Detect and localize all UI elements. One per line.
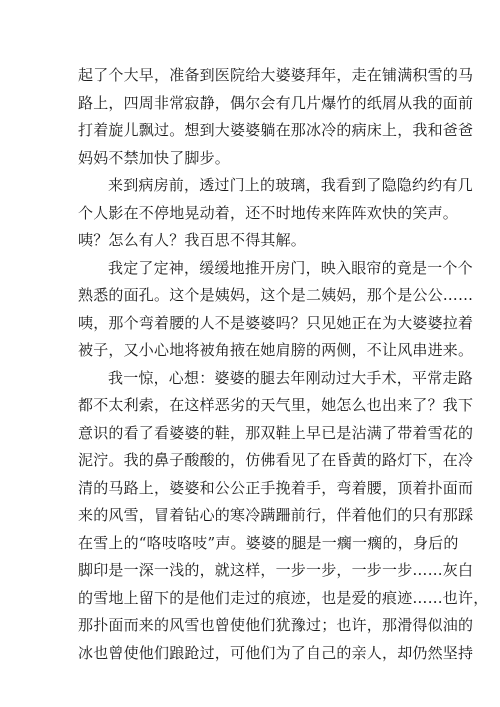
text-line-2: 路上，四周非常寂静，偶尔会有几片爆竹的纸屑从我的面前 [78, 93, 474, 112]
text-line-11: 被子，又小心地将被角掖在她肩膀的两侧，不让风串进来。 [78, 341, 474, 359]
text-line-22: 冰也曾使他们踉跄过，可他们为了自己的亲人，却仍然坚持 [78, 643, 474, 662]
text-line-13: 都不太利索，在这样恶劣的天气里，她怎么也出来了？我下 [78, 396, 474, 414]
text-line-12: 我一惊，心想：婆婆的腿去年刚动过大手术，平常走路 [108, 368, 473, 387]
text-line-15: 泥泞。我的鼻子酸酸的，仿佛看见了在昏黄的路灯下，在冷 [78, 451, 474, 469]
text-line-19: 脚印是一深一浅的，就这样，一步一步，一步一步……灰白 [78, 561, 474, 579]
text-line-14: 意识的看了看婆婆的鞋，那双鞋上早已是沾满了带着雪花的 [78, 423, 474, 442]
text-line-8: 我定了定神，缓缓地推开房门，映入眼帘的竟是一个个 [108, 258, 473, 277]
text-line-7: 咦？怎么有人？我百思不得其解。 [78, 231, 307, 249]
text-line-1: 起了个大早，准备到医院给大婆婆拜年，走在铺满积雪的马 [78, 66, 474, 84]
text-line-20: 的雪地上留下的是他们走过的痕迹，也是爱的痕迹……也许， [78, 588, 489, 607]
essay-text [78, 62, 489, 667]
text-line-3: 打着旋儿飘过。想到大婆婆躺在那冰冷的病床上，我和爸爸 [78, 121, 474, 139]
text-line-16: 清的马路上，婆婆和公公正手挽着手，弯着腰，顶着扑面而 [78, 478, 474, 497]
text-line-5: 来到病房前，透过门上的玻璃，我看到了隐隐约约有几 [108, 176, 473, 194]
text-line-21: 那扑面而来的风雪也曾使他们犹豫过；也许，那滑得似油的 [78, 616, 474, 634]
text-line-9: 熟悉的面孔。这个是姨妈，这个是二姨妈，那个是公公…… [78, 286, 474, 304]
text-line-10: 咦，那个弯着腰的人不是婆婆吗？只见她正在为大婆婆拉着 [78, 313, 474, 332]
text-line-4: 妈妈不禁加快了脚步。 [78, 148, 231, 167]
text-line-17: 来的风雪，冒着钻心的寒冷蹒跚前行，伴着他们的只有那踩 [78, 506, 474, 524]
text-line-6: 个人影在不停地晃动着，还不时地传来阵阵欢快的笑声。 [78, 203, 459, 222]
text-line-18: 在雪上的“咯吱咯吱”声。婆婆的腿是一瘸一瘸的，身后的 [78, 533, 459, 552]
